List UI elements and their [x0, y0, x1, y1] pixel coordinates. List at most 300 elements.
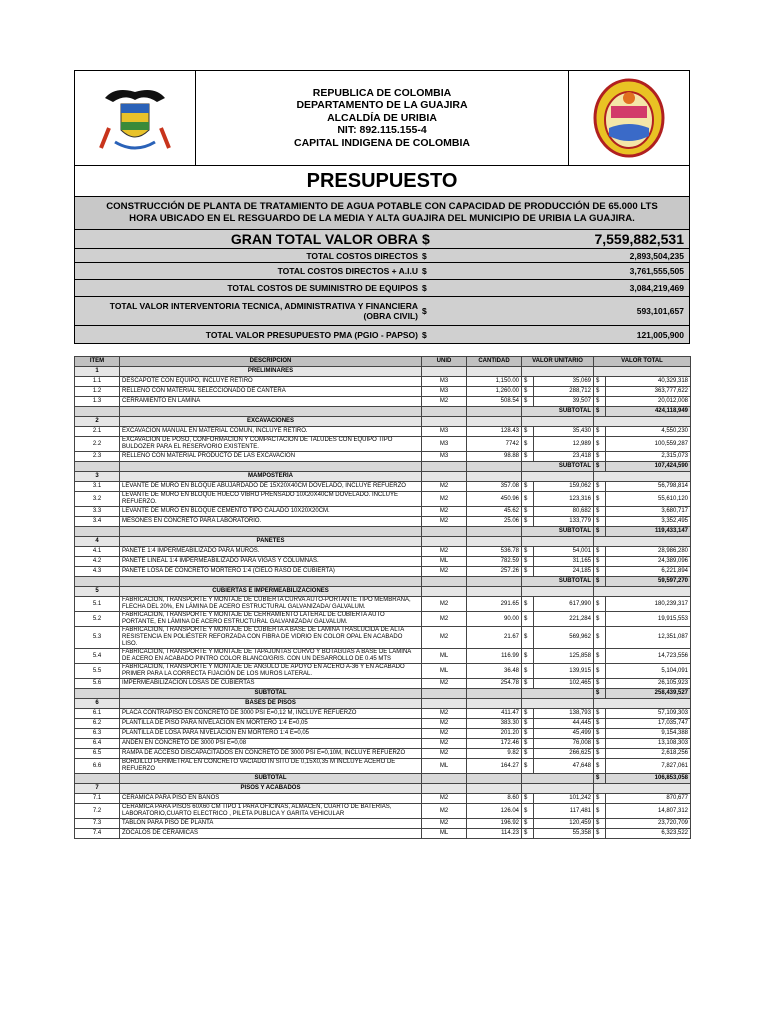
cell-cu: $ [522, 759, 534, 774]
cell-vt: 100,559,287 [606, 437, 691, 452]
cell-item: 7.3 [75, 819, 120, 829]
cell-desc: LEVANTE DE MURO EN BLOQUE ABUJARDADO DE 15X20X40CM DOVELADO, INCLUYE REFUERZO [120, 482, 422, 492]
cell-vt: 119,433,147 [606, 527, 691, 537]
header-line: DEPARTAMENTO DE LA GUAJIRA [296, 99, 468, 112]
cell-item: 1.1 [75, 377, 120, 387]
section-row [75, 537, 691, 547]
section-row [75, 417, 691, 427]
cell-vt: 20,012,008 [606, 397, 691, 407]
cell-qty: 25.06 [467, 517, 522, 527]
grand-total-value: 7,559,882,531 [594, 231, 684, 247]
uribia-shield-icon [568, 71, 689, 165]
cell-item: 4 [75, 537, 120, 547]
cell-ct: $ [594, 759, 606, 774]
cell-desc: PLANTILLA DE PISO PARA NIVELACIÓN EN MORTERO 1:4 E=0,05 [120, 719, 422, 729]
cell-vt: 7,827,061 [606, 759, 691, 774]
cell-item: 1 [75, 367, 120, 377]
cell-unit: M2 [422, 739, 467, 749]
summary-value: 3,084,219,469 [629, 283, 684, 293]
empty-cell [120, 577, 422, 587]
empty-cell [522, 774, 594, 784]
summary-label: TOTAL COSTOS DE SUMINISTRO DE EQUIPOS [227, 283, 418, 293]
empty-cell [422, 367, 467, 377]
cell-qty: 291.65 [467, 597, 522, 612]
cell-ct: $ [594, 729, 606, 739]
section-row [75, 587, 691, 597]
table-row [75, 819, 691, 829]
cell-unit: M2 [422, 482, 467, 492]
cell-item: 3 [75, 472, 120, 482]
cell-ct: $ [594, 804, 606, 819]
cell-vt: 3,680,717 [606, 507, 691, 517]
subtotal-row [75, 774, 691, 784]
cell-unit: M2 [422, 719, 467, 729]
cell-cu: $ [522, 547, 534, 557]
section-row [75, 472, 691, 482]
empty-cell [422, 537, 467, 547]
cell-vu: 12,989 [534, 437, 594, 452]
cell-unit: M2 [422, 819, 467, 829]
cell-vt: 2,315,073 [606, 452, 691, 462]
header-line: NIT: 892.115.155-4 [337, 124, 427, 137]
table-row [75, 709, 691, 719]
cell-cu: $ [522, 679, 534, 689]
summary-value: 593,101,657 [636, 306, 684, 316]
cell-unit: ML [422, 649, 467, 664]
table-row [75, 804, 691, 819]
cell-qty: 383.30 [467, 719, 522, 729]
cell-unit: M3 [422, 387, 467, 397]
cell-qty: 201.20 [467, 729, 522, 739]
budget-sheet [74, 70, 690, 839]
cell-qty: 196.92 [467, 819, 522, 829]
cell-vu: 125,858 [534, 649, 594, 664]
cell-qty: 782.59 [467, 557, 522, 567]
cell-unit: M3 [422, 452, 467, 462]
cell-unit: M2 [422, 492, 467, 507]
cell-ct: $ [594, 547, 606, 557]
header-line: ALCALDÍA DE URIBIA [327, 111, 437, 124]
cell-ct: $ [594, 627, 606, 649]
cell-ct: $ [594, 649, 606, 664]
cell-cu: $ [522, 719, 534, 729]
cell-desc: RAMPA DE ACCESO DISCAPACITADOS EN CONCRETO DE 3000 PSI E=0,10M, INCLUYE REFUERZO [120, 749, 422, 759]
cell-item: 6.3 [75, 729, 120, 739]
summary-row [74, 297, 690, 326]
cell-cu: $ [522, 794, 534, 804]
empty-cell [467, 774, 522, 784]
summary-currency: $ [422, 329, 427, 340]
summary-label: TOTAL VALOR INTERVENTORIA TECNICA, ADMINISTRATIVA Y FINANCIERA (OBRA CIVIL) [109, 301, 418, 321]
cell-item: 5.5 [75, 664, 120, 679]
cell-unit: M2 [422, 709, 467, 719]
cell-cu: $ [522, 452, 534, 462]
cell-unit: M2 [422, 679, 467, 689]
table-row [75, 567, 691, 577]
empty-cell [594, 472, 691, 482]
cell-ct: $ [594, 567, 606, 577]
cell-item: 4.2 [75, 557, 120, 567]
cell-vt: 5,104,091 [606, 664, 691, 679]
empty-cell [75, 774, 120, 784]
cell-vt: 3,352,495 [606, 517, 691, 527]
table-row [75, 719, 691, 729]
table-row [75, 597, 691, 612]
cell-qty: 128.43 [467, 427, 522, 437]
empty-cell [75, 577, 120, 587]
cell-item: 3.3 [75, 507, 120, 517]
cell-ct: $ [594, 749, 606, 759]
cell-item: 5.1 [75, 597, 120, 612]
empty-cell [594, 417, 691, 427]
cell-cu: $ [522, 729, 534, 739]
empty-cell [467, 699, 522, 709]
column-header: ITEM [75, 357, 120, 367]
empty-cell [467, 417, 522, 427]
empty-cell [75, 689, 120, 699]
cell-vt: 2,618,256 [606, 749, 691, 759]
cell-vt: 9,154,388 [606, 729, 691, 739]
empty-cell [522, 367, 594, 377]
subtotal-row [75, 527, 691, 537]
cell-qty: 1,260.00 [467, 387, 522, 397]
cell-qty: 357.08 [467, 482, 522, 492]
cell-cu: $ [522, 597, 534, 612]
cell-ct: $ [594, 689, 606, 699]
cell-unit: M2 [422, 507, 467, 517]
cell-unit: M2 [422, 804, 467, 819]
cell-ct: $ [594, 612, 606, 627]
section-row [75, 699, 691, 709]
cell-vt: 17,035,747 [606, 719, 691, 729]
cell-desc: CUBIERTAS E IMPERMEABILIZACIONES [120, 587, 422, 597]
cell-vt: 26,105,923 [606, 679, 691, 689]
empty-cell [467, 462, 522, 472]
cell-cu: $ [522, 819, 534, 829]
empty-cell [120, 407, 422, 417]
cell-desc: BASES DE PISOS [120, 699, 422, 709]
empty-cell [422, 699, 467, 709]
cell-vu: 39,507 [534, 397, 594, 407]
cell-vu: 123,316 [534, 492, 594, 507]
empty-cell [594, 699, 691, 709]
cell-vu: 76,008 [534, 739, 594, 749]
cell-desc: PAÑETE LOSA DE CONCRETO MORTERO 1:4 (CIELO RASO DE CUBIERTA) [120, 567, 422, 577]
table-row [75, 627, 691, 649]
empty-cell [594, 367, 691, 377]
cell-vt: 59,597,270 [606, 577, 691, 587]
cell-desc: FABRICACIÓN, TRANSPORTE Y MONTAJE DE CUBIERTA CURVA AUTO-PORTANTE TIPO MEMBRANA, FLECHA DEL 20%, EN LÁMINA DE ACERO ESTRUCTURAL GALVANIZADA/ GALVALUM. [120, 597, 422, 612]
table-header-row [75, 357, 691, 367]
summary-label: TOTAL COSTOS DIRECTOS + A.I.U [277, 266, 418, 276]
cell-ct: $ [594, 774, 606, 784]
summary-currency: $ [422, 250, 427, 261]
cell-desc: TABLON PARA PISO DE PLANTA [120, 819, 422, 829]
cell-ct: $ [594, 482, 606, 492]
cell-vt: 258,439,527 [606, 689, 691, 699]
cell-cu: $ [522, 739, 534, 749]
empty-cell [467, 407, 522, 417]
cell-qty: 536.78 [467, 547, 522, 557]
summary-row [74, 249, 690, 263]
cell-cu: $ [522, 612, 534, 627]
grand-total-row [74, 230, 690, 249]
cell-desc: DESCAPOTE CON EQUIPO, INCLUYE RETIRO [120, 377, 422, 387]
cell-qty: 257.26 [467, 567, 522, 577]
cell-qty: 411.47 [467, 709, 522, 719]
summary-row [74, 326, 690, 344]
cell-vu: 35,069 [534, 377, 594, 387]
cell-desc: BORDILLO PERIMETRAL EN CONCRETO VACIADO IN SITU DE 0,15X0,35 M INCLUYE ACERO DE REFUERZO [120, 759, 422, 774]
cell-cu: $ [522, 437, 534, 452]
summary-value: 2,893,504,235 [629, 250, 684, 261]
cell-label: SUBTOTAL [522, 577, 594, 587]
empty-cell [594, 587, 691, 597]
cell-qty: 172.46 [467, 739, 522, 749]
table-row [75, 377, 691, 387]
cell-item: 6.2 [75, 719, 120, 729]
column-header: UNID [422, 357, 467, 367]
summary-currency: $ [422, 306, 427, 316]
cell-desc: RELLENO CON MATERIAL PRODUCTO DE LAS EXCAVACIÓN [120, 452, 422, 462]
cell-item: 6.4 [75, 739, 120, 749]
cell-ct: $ [594, 719, 606, 729]
cell-desc: LEVANTE DE MURO EN BLOQUE CEMENTO TIPO CALADO 10X20X20CM. [120, 507, 422, 517]
cell-ct: $ [594, 437, 606, 452]
cell-vu: 44,445 [534, 719, 594, 729]
cell-unit: M2 [422, 627, 467, 649]
cell-vt: 57,109,303 [606, 709, 691, 719]
cell-desc: FABRICACIÓN, TRANSPORTE Y MONTAJE DE ÁNGULO DE APOYO EN ACERO A-36 Y EN ACABADO PRIMER PARA LA CORRECTA FIJACIÓN DE LOS MUROS LATERAL. [120, 664, 422, 679]
empty-cell [422, 577, 467, 587]
cell-item: 6.6 [75, 759, 120, 774]
cell-desc: FABRICACIÓN, TRANSPORTE Y MONTAJE DE CERRAMIENTO LATERAL DE CUBIERTA AUTO PORTANTE, EN LÁMINA DE ACERO ESTRUCTURAL GALVANIZADA/ GALVALUM. [120, 612, 422, 627]
cell-desc: EXCAVACIÓN MANUAL EN MATERIAL COMÚN, INCLUYE RETIRO. [120, 427, 422, 437]
summary-label: TOTAL VALOR PRESUPUESTO PMA (PGIO - PAPSO) [205, 329, 418, 340]
empty-cell [422, 587, 467, 597]
header-line: REPUBLICA DE COLOMBIA [312, 86, 452, 99]
empty-cell [75, 462, 120, 472]
cell-vu: 54,001 [534, 547, 594, 557]
cell-item: 4.3 [75, 567, 120, 577]
empty-cell [467, 537, 522, 547]
cell-qty: 9.82 [467, 749, 522, 759]
cell-vu: 101,242 [534, 794, 594, 804]
cell-cu: $ [522, 377, 534, 387]
cell-unit: ML [422, 557, 467, 567]
cell-ct: $ [594, 527, 606, 537]
cell-vt: 106,853,058 [606, 774, 691, 784]
project-line: CONSTRUCCIÓN DE PLANTA DE TRATAMIENTO DE AGUA POTABLE CON CAPACIDAD DE PRODUCCIÓN DE 65.000 LTS [106, 201, 658, 212]
cell-ct: $ [594, 407, 606, 417]
cell-item: 1.2 [75, 387, 120, 397]
cell-qty: 508.54 [467, 397, 522, 407]
empty-cell [467, 472, 522, 482]
cell-vt: 12,351,087 [606, 627, 691, 649]
cell-desc: MAMPOSTERÍA [120, 472, 422, 482]
column-header: VALOR TOTAL [594, 357, 691, 367]
cell-ct: $ [594, 709, 606, 719]
cell-vu: 139,915 [534, 664, 594, 679]
cell-unit: M2 [422, 612, 467, 627]
cell-vu: 31,165 [534, 557, 594, 567]
cell-vu: 138,793 [534, 709, 594, 719]
colombia-coat-of-arms-icon [75, 71, 196, 165]
cell-cu: $ [522, 709, 534, 719]
empty-cell [522, 689, 594, 699]
empty-cell [422, 689, 467, 699]
table-row [75, 427, 691, 437]
cell-label: SUBTOTAL [120, 689, 422, 699]
cell-ct: $ [594, 829, 606, 839]
summary-row [74, 263, 690, 280]
cell-vt: 56,798,814 [606, 482, 691, 492]
cell-item: 6 [75, 699, 120, 709]
table-row [75, 679, 691, 689]
cell-item: 2.1 [75, 427, 120, 437]
cell-vu: 133,779 [534, 517, 594, 527]
cell-desc: MESONES EN CONCRETO PARA LABORATORIO. [120, 517, 422, 527]
cell-ct: $ [594, 819, 606, 829]
cell-ct: $ [594, 517, 606, 527]
cell-qty: 116.99 [467, 649, 522, 664]
table-row [75, 397, 691, 407]
subtotal-row [75, 462, 691, 472]
cell-qty: 1,150.00 [467, 377, 522, 387]
cell-vu: 288,712 [534, 387, 594, 397]
cell-cu: $ [522, 829, 534, 839]
cell-item: 5.2 [75, 612, 120, 627]
empty-cell [422, 417, 467, 427]
cell-qty: 8.60 [467, 794, 522, 804]
table-row [75, 507, 691, 517]
cell-vu: 617,990 [534, 597, 594, 612]
cell-cu: $ [522, 507, 534, 517]
cell-unit: M2 [422, 517, 467, 527]
cell-desc: ANDÉN EN CONCRETO DE 3000 PSI E=0,08 [120, 739, 422, 749]
summary-currency: $ [422, 283, 427, 293]
cell-qty: 164.27 [467, 759, 522, 774]
summary-value: 3,761,555,505 [629, 266, 684, 276]
cell-item: 2.3 [75, 452, 120, 462]
cell-desc: PRELIMINARES [120, 367, 422, 377]
budget-table [74, 356, 691, 839]
cell-unit: M2 [422, 597, 467, 612]
section-row [75, 784, 691, 794]
cell-unit: M3 [422, 377, 467, 387]
empty-cell [594, 537, 691, 547]
cell-vt: 19,915,553 [606, 612, 691, 627]
cell-desc: PLANTILLA DE LOSA PARA NIVELACIÓN EN MORTERO 1:4 E=0,05 [120, 729, 422, 739]
table-row [75, 759, 691, 774]
cell-item: 6.5 [75, 749, 120, 759]
cell-unit: M2 [422, 794, 467, 804]
cell-cu: $ [522, 649, 534, 664]
cell-vu: 120,459 [534, 819, 594, 829]
empty-cell [467, 527, 522, 537]
cell-ct: $ [594, 679, 606, 689]
cell-cu: $ [522, 664, 534, 679]
cell-item: 7.2 [75, 804, 120, 819]
table-row [75, 547, 691, 557]
cell-vu: 80,682 [534, 507, 594, 517]
empty-cell [522, 784, 594, 794]
cell-vt: 14,807,312 [606, 804, 691, 819]
empty-cell [467, 577, 522, 587]
cell-desc: CERÁMICA PARA PISOS 60X60 CM TIPO 1 PARA OFICINAS, ALMACEN, CUARTO DE BATERIAS, LABORATORIO,CUARTO ELECTRICO , PILETA PUBLICA Y GARITA VEHICULAR [120, 804, 422, 819]
cell-qty: 45.62 [467, 507, 522, 517]
cell-cu: $ [522, 567, 534, 577]
cell-label: SUBTOTAL [120, 774, 422, 784]
table-row [75, 829, 691, 839]
cell-item: 5.6 [75, 679, 120, 689]
cell-desc: PAÑETE 1:4 IMPERMEABILIZADO PARA MUROS. [120, 547, 422, 557]
cell-vu: 266,625 [534, 749, 594, 759]
page-title: PRESUPUESTO [74, 166, 690, 197]
cell-vt: 180,239,317 [606, 597, 691, 612]
cell-vu: 117,481 [534, 804, 594, 819]
cell-item: 4.1 [75, 547, 120, 557]
empty-cell [522, 472, 594, 482]
cell-vu: 23,418 [534, 452, 594, 462]
empty-cell [522, 699, 594, 709]
cell-desc: LEVANTE DE MURO EN BLOQUE HUECO VIBRO PRENSADO 10X20X40CM DOVELADO. INCLUYE REFUERZO. [120, 492, 422, 507]
cell-item: 3.4 [75, 517, 120, 527]
cell-item: 7.4 [75, 829, 120, 839]
cell-qty: 98.88 [467, 452, 522, 462]
cell-ct: $ [594, 462, 606, 472]
empty-cell [422, 527, 467, 537]
empty-cell [120, 462, 422, 472]
cell-cu: $ [522, 397, 534, 407]
cell-item: 2.2 [75, 437, 120, 452]
cell-unit: ML [422, 759, 467, 774]
cell-vt: 4,550,230 [606, 427, 691, 437]
cell-unit: ML [422, 664, 467, 679]
cell-vt: 24,389,096 [606, 557, 691, 567]
cell-item: 5.4 [75, 649, 120, 664]
cell-desc: EXCAVACIONES [120, 417, 422, 427]
cell-label: SUBTOTAL [522, 462, 594, 472]
summary-label: TOTAL COSTOS DIRECTOS [306, 250, 418, 261]
cell-desc: EXCAVACIÓN DE POSO, CONFORMACIÓN Y COMPACTACIÓN DE TALUDES CON EQUIPO TIPO BULDOZER PARA EL RESERVORIO EXISTENTE. [120, 437, 422, 452]
cell-ct: $ [594, 507, 606, 517]
empty-cell [75, 527, 120, 537]
cell-cu: $ [522, 804, 534, 819]
cell-item: 6.1 [75, 709, 120, 719]
cell-qty: 90.00 [467, 612, 522, 627]
cell-qty: 21.67 [467, 627, 522, 649]
cell-cu: $ [522, 517, 534, 527]
cell-vt: 424,118,949 [606, 407, 691, 417]
cell-desc: FABRICACIÓN, TRANSPORTE Y MONTAJE DE CUBIERTA A BASE DE LÁMINA TRASLUCIDA DE ALTA RESISTENCIA EN POLIÉSTER REFORZADA CON FIBRA DE VIDRIO EN COLOR OPAL EN ACABADO LISO. [120, 627, 422, 649]
project-description [74, 197, 690, 230]
cell-ct: $ [594, 597, 606, 612]
empty-cell [422, 407, 467, 417]
cell-vt: 40,329,318 [606, 377, 691, 387]
cell-qty: 7742 [467, 437, 522, 452]
cell-vu: 47,648 [534, 759, 594, 774]
cell-desc: RELLENO CON MATERIAL SELECCIONADO DE CANTERA [120, 387, 422, 397]
empty-cell [467, 367, 522, 377]
cell-qty: 36.48 [467, 664, 522, 679]
cell-ct: $ [594, 557, 606, 567]
table-row [75, 664, 691, 679]
cell-qty: 126.04 [467, 804, 522, 819]
cell-desc: FABRICACIÓN, TRANSPORTE Y MONTAJE DE TAPAJUNTAS CURVO Y BOTAGUAS A BASE DE LÁMINA DE ACERO EN ACABADO PINTRO COLOR BLANCO/GRIS. CON UN DESARROLLO DE 0.45 MTS [120, 649, 422, 664]
cell-vu: 24,185 [534, 567, 594, 577]
cell-item: 3.2 [75, 492, 120, 507]
